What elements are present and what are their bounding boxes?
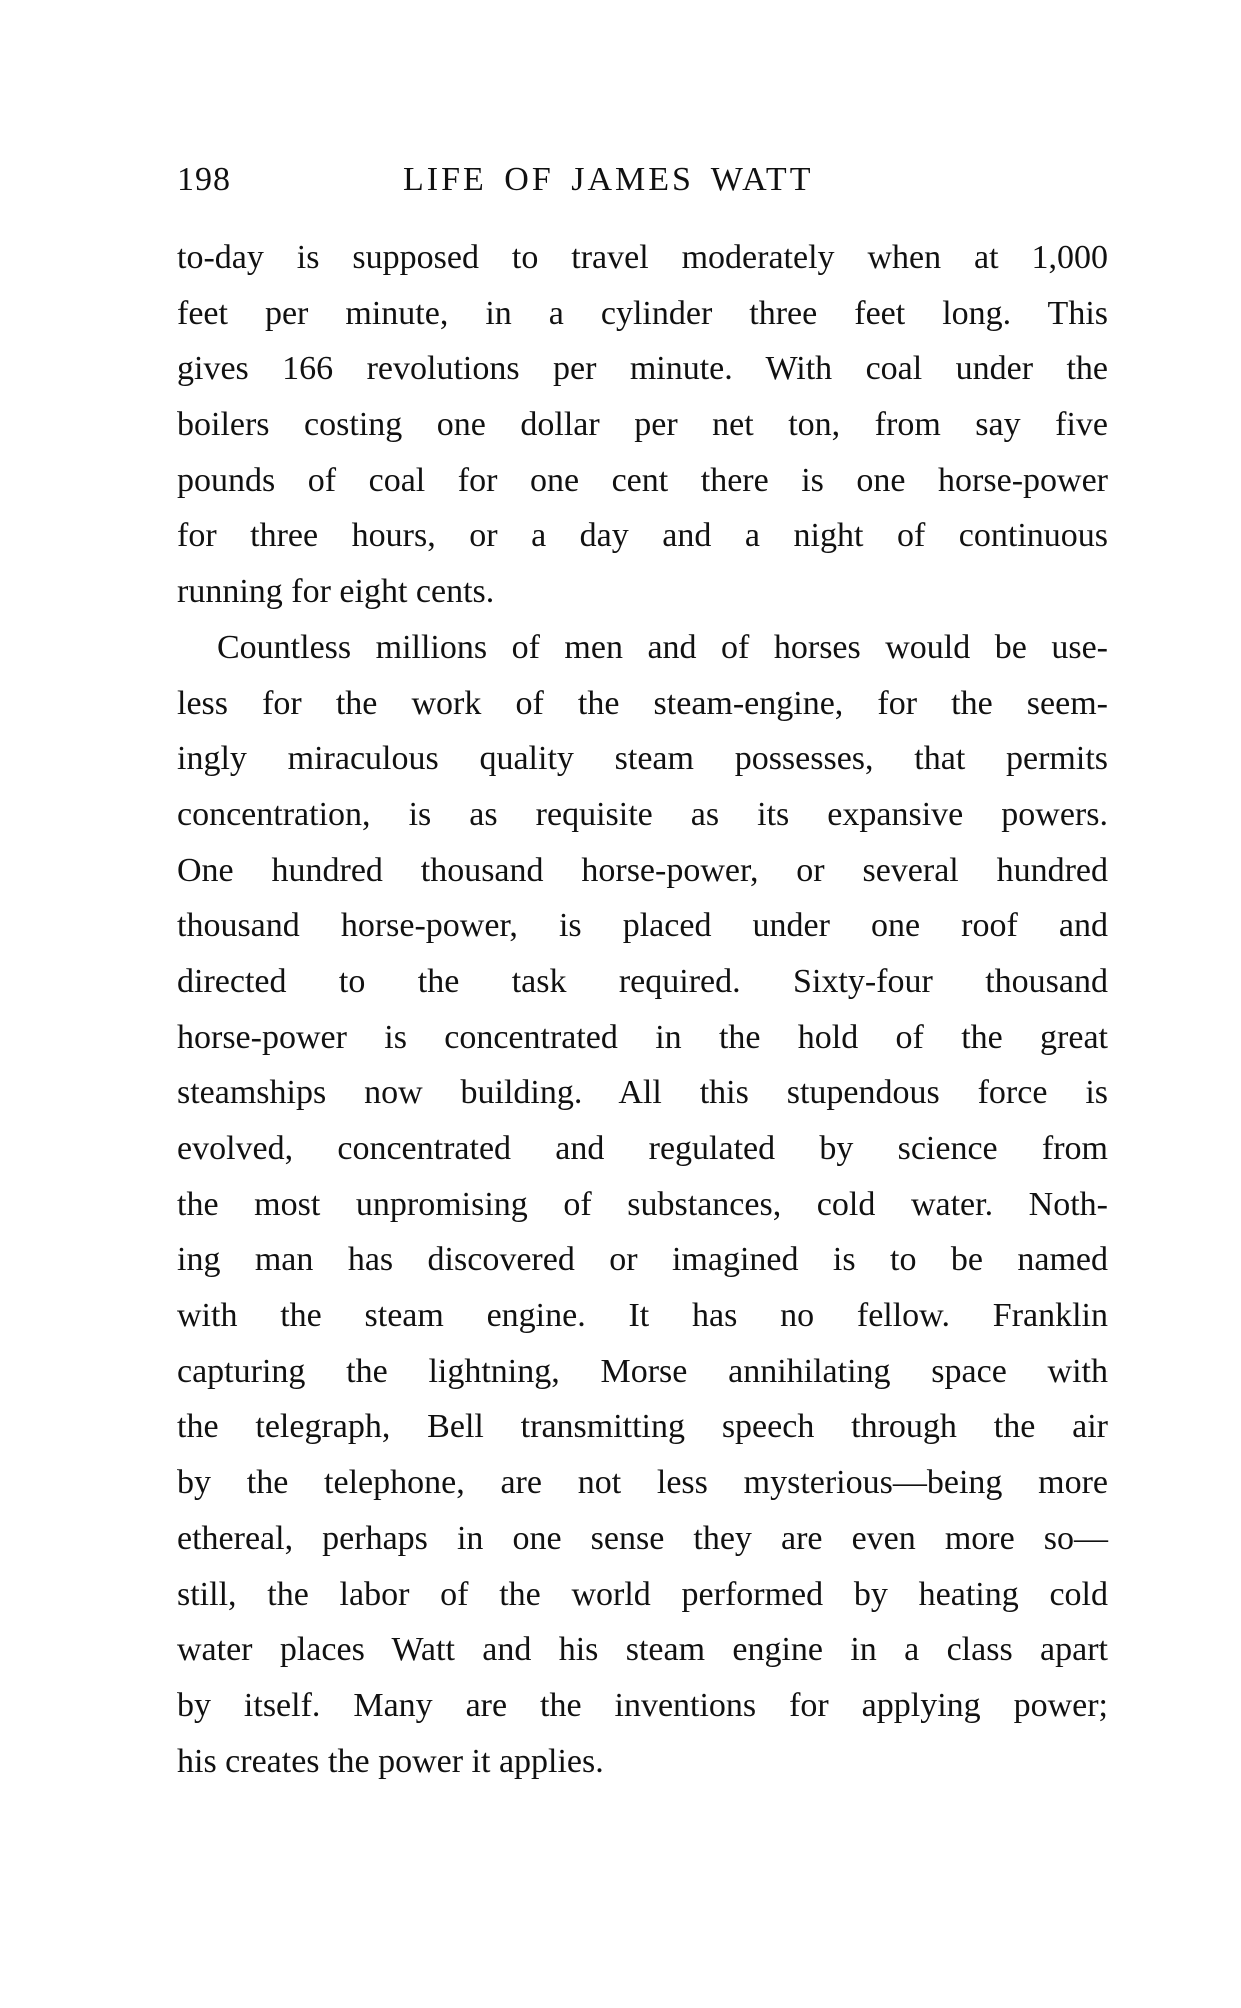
text-line: boilers costing one dollar per net ton, from say five bbox=[177, 406, 1108, 444]
text-line: to-day is supposed to travel moderately when at 1,000 bbox=[177, 239, 1108, 276]
text-line: capturing the lightning, Morse annihilating space with bbox=[177, 1352, 1108, 1390]
running-head bbox=[177, 150, 1108, 210]
text-line: the most unpromising of substances, cold water. Noth- bbox=[177, 1185, 1108, 1223]
text-line: ethereal, perhaps in one sense they are even more so— bbox=[177, 1519, 1108, 1557]
text-line: gives 166 revolutions per minute. With coal under the bbox=[177, 350, 1108, 388]
text-line: for three hours, or a day and a night of continuous bbox=[177, 517, 1108, 555]
text-line: by the telephone, are not less mysterious—being more bbox=[177, 1464, 1108, 1502]
text-line: ing man has discovered or imagined is to be named bbox=[177, 1241, 1108, 1279]
text-line: concentration, is as requisite as its expansive powers. bbox=[177, 795, 1108, 833]
text-line: his creates the power it applies. bbox=[177, 1742, 604, 1780]
text-line: thousand horse-power, is placed under one roof and bbox=[177, 907, 1108, 945]
text-line: with the steam engine. It has no fellow. Franklin bbox=[177, 1297, 1108, 1335]
text-line: pounds of coal for one cent there is one horse-power bbox=[177, 461, 1108, 499]
paragraph-2 bbox=[177, 620, 1108, 1789]
text-line: water places Watt and his steam engine in a class apart bbox=[177, 1631, 1108, 1669]
text-line: One hundred thousand horse-power, or several hundred bbox=[177, 851, 1108, 889]
text-line: the telegraph, Bell transmitting speech through the air bbox=[177, 1408, 1108, 1446]
text-line: directed to the task required. Sixty-four thousand bbox=[177, 962, 1108, 1000]
running-title: LIFE OF JAMES WATT bbox=[403, 161, 814, 198]
text-line: running for eight cents. bbox=[177, 573, 495, 611]
text-line: less for the work of the steam-engine, for the seem- bbox=[177, 684, 1108, 722]
paragraph-1 bbox=[177, 230, 1108, 620]
text-line: by itself. Many are the inventions for applying power; bbox=[177, 1686, 1108, 1724]
text-line: Countless millions of men and of horses would be use- bbox=[217, 628, 1108, 666]
page-number: 198 bbox=[177, 161, 231, 198]
text-line: steamships now building. All this stupendous force is bbox=[177, 1074, 1108, 1112]
text-line: horse-power is concentrated in the hold of the great bbox=[177, 1018, 1108, 1056]
text-line: feet per minute, in a cylinder three feet long. This bbox=[177, 294, 1108, 332]
body-text bbox=[177, 230, 1108, 1789]
text-line: ingly miraculous quality steam possesses, that permits bbox=[177, 740, 1108, 778]
text-line: still, the labor of the world performed by heating cold bbox=[177, 1575, 1108, 1613]
text-line: evolved, concentrated and regulated by science from bbox=[177, 1130, 1108, 1167]
